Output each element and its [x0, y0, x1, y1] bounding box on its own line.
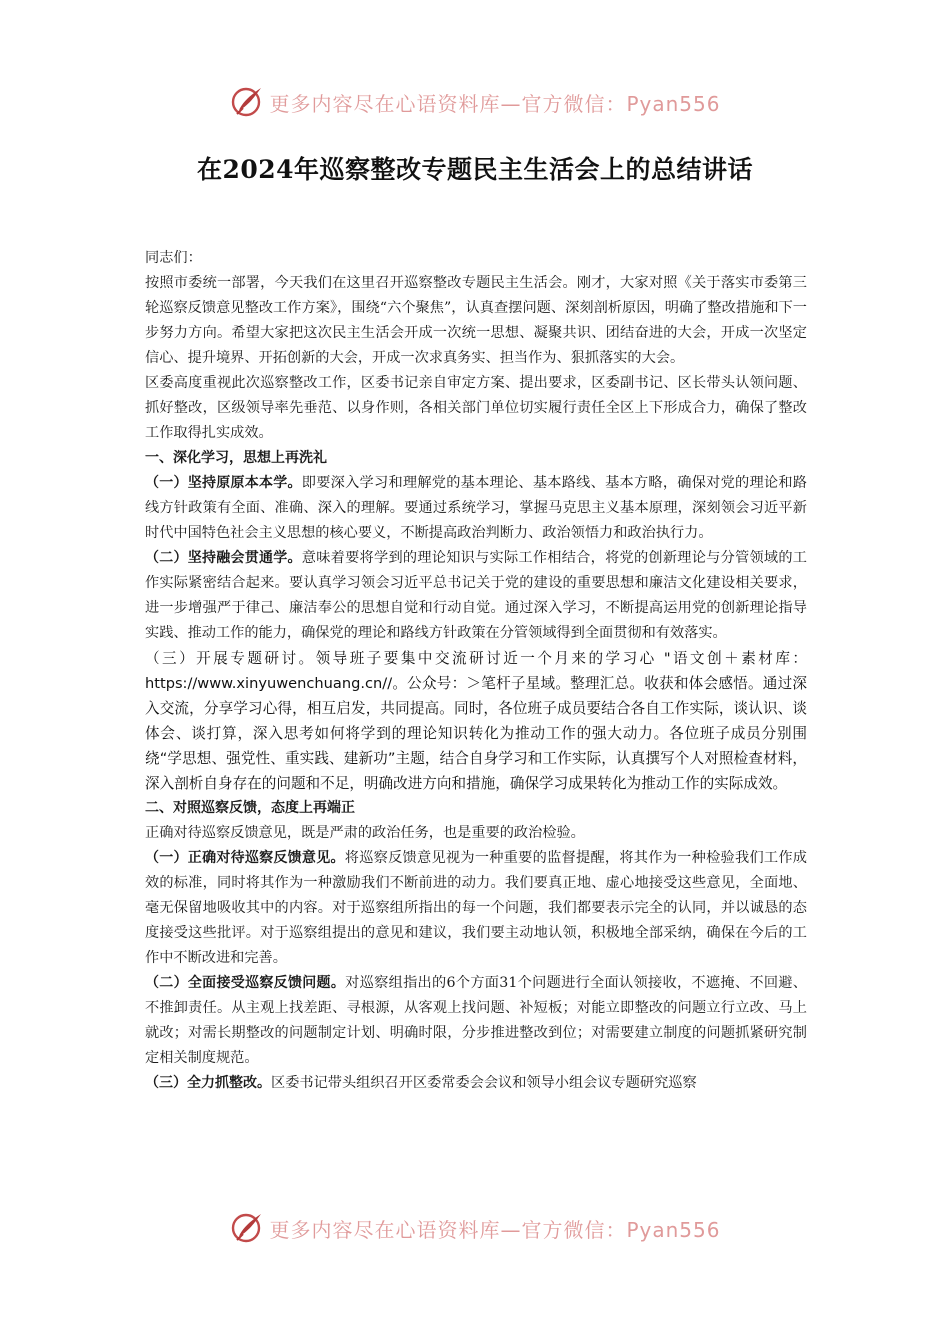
- body-2-1: 将巡察反馈意见视为一种重要的监督提醒，将其作为一种检验我们工作成效的标准，同时将其作为一种激励我们不断前进的动力。我们要真正地、虚心地接受这些意见，全面地、毫无保留地吸收其中的内容。对于巡察组所指出的每一个问题，我们都要表示完全的认同，并以诚恳的态度接受这些批评。对于巡察组提出的意见和建议，我们要主动地认领，积极地全部采纳，确保在今后的工作中不断改进和完善。: [145, 850, 807, 966]
- watermark-banner-bottom: [0, 1208, 950, 1248]
- lead-2-1: （一）正确对待巡察反馈意见。: [145, 850, 345, 866]
- lead-2-3: （三）全力抓整改。: [145, 1075, 271, 1091]
- greeting: 同志们：: [145, 250, 202, 266]
- lead-1-1: （一）坚持原原本本学。: [145, 475, 302, 491]
- body-1-1: 即要深入学习和理解党的基本理论、基本路线、基本方略，确保对党的理论和路线方针政策有全面、准确、深入的理解。要通过系统学习，掌握马克思主义基本原理，深刻领会习近平新时代中国特色社会主义思想的核心要义，不断提高政治判断力、政治领悟力和政治执行力。: [145, 475, 807, 541]
- lead-2-2: （二）全面接受巡察反馈问题。: [145, 975, 346, 991]
- paragraph-1-1: [145, 471, 807, 546]
- body-2-2: 对巡察组指出的6个方面31个问题进行全面认领接收，不遮掩、不回避、不推卸责任。从主观上找差距、寻根源，从客观上找问题、补短板；对能立即整改的问题立行立改、马上就改；对需长期整改的问题制定计划、明确时限，分步推进整改到位；对需要建立制度的问题抓紧研究制定相关制度规范。: [145, 975, 807, 1066]
- paragraph-2-2: [145, 971, 807, 1071]
- paragraph-2-1: [145, 846, 807, 971]
- watermark-banner-top: [0, 82, 950, 122]
- paragraph-overview: 区委高度重视此次巡察整改工作，区委书记亲自审定方案、提出要求，区委副书记、区长带头认领问题、抓好整改，区级领导率先垂范、以身作则，各相关部门单位切实履行责任全区上下形成合力，确保了整改工作取得扎实成效。: [145, 375, 807, 441]
- paragraph-1-2: [145, 546, 807, 646]
- document-body: [145, 246, 807, 1096]
- paragraph-1-3: （三）开展专题研讨。领导班子要集中交流研讨近一个月来的学习心 "语文创＋素材库：https://www.xinyuwenchuang.cn//。公众号：＞笔杆子星域。整理汇总。收获和体会感悟。通过深入交流，分享学习心得，相互启发，共同提高。同时，各位班子成员要结合各自工作实际，谈认识、谈体会、谈打算，深入思考如何将学到的理论知识转化为推动工作的强大动力。各位班子成员分别围绕“学思想、强党性、重实践、建新功”主题，结合自身学习和工作实际，认真撰写个人对照检查材料，深入剖析自身存在的问题和不足，明确改进方向和措施，确保学习成果转化为推动工作的实际成效。: [145, 650, 807, 792]
- paragraph-2-intro: 正确对待巡察反馈意见，既是严肃的政治任务，也是重要的政治检验。: [145, 825, 585, 841]
- body-1-2: 意味着要将学到的理论知识与实际工作相结合，将党的创新理论与分管领域的工作实际紧密结合起来。要认真学习领会习近平总书记关于党的建设的重要思想和廉洁文化建设相关要求，进一步增强严于律己、廉洁奉公的思想自觉和行动自觉。通过深入学习，不断提高运用党的创新理论指导实践、推动工作的能力，确保党的理论和路线方针政策在分管领域得到全面贯彻和有效落实。: [145, 550, 807, 641]
- section-heading-1: 一、深化学习，思想上再洗礼: [145, 450, 327, 466]
- watermark-text: 更多内容尽在心语资料库—官方微信：Pyan556: [269, 1217, 721, 1242]
- quill-logo-icon: [229, 1210, 265, 1246]
- body-2-3: 区委书记带头组织召开区委常委会会议和领导小组会议专题研究巡察: [271, 1075, 697, 1091]
- paragraph-intro: 按照市委统一部署，今天我们在这里召开巡察整改专题民主生活会。刚才，大家对照《关于落实市委第三轮巡察反馈意见整改工作方案》，围绕“六个聚焦”，认真查摆问题、深刻剖析原因，明确了整改措施和下一步努力方向。希望大家把这次民主生活会开成一次统一思想、凝聚共识、团结奋进的大会，开成一次坚定信心、提升境界、开拓创新的大会，开成一次求真务实、担当作为、狠抓落实的大会。: [145, 275, 807, 366]
- lead-1-2: （二）坚持融会贯通学。: [145, 550, 302, 566]
- watermark-text: 更多内容尽在心语资料库—官方微信：Pyan556: [269, 91, 721, 116]
- document-title: 在2024年巡察整改专题民主生活会上的总结讲话: [196, 155, 754, 184]
- paragraph-2-3: [145, 1071, 807, 1096]
- quill-logo-icon: [229, 84, 265, 120]
- section-heading-2: 二、对照巡察反馈，态度上再端正: [145, 800, 355, 816]
